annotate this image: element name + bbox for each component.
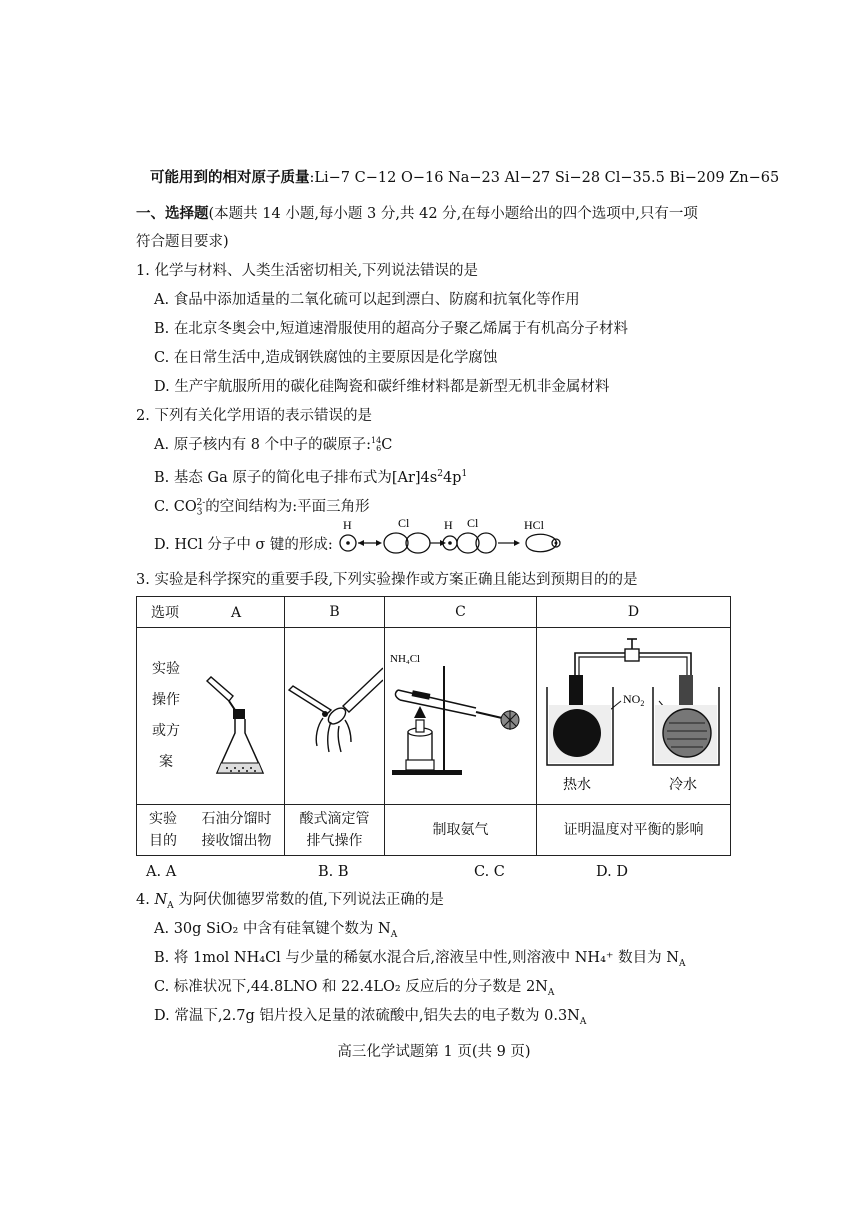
page-footer: 高三化学试题第 1 页(共 9 页) (337, 1044, 531, 1060)
q3-option-b: B. B (318, 864, 349, 880)
table-image-row (137, 628, 731, 805)
q1-option-b: B. 在北京冬奥会中,短道速滑服使用的超高分子聚乙烯属于有机高分子材料 (154, 321, 628, 337)
cell-d-image (537, 628, 731, 805)
nh4cl-label: NH₄Cl (389, 653, 420, 665)
burette-illustration (287, 656, 383, 776)
q3-option-d: D. D (596, 864, 628, 880)
ammonia-apparatus-illustration (386, 646, 536, 786)
table-header-row (137, 597, 731, 628)
sigma-bond-diagram (330, 516, 570, 560)
experiment-table (136, 596, 731, 856)
cell-b-goal: 酸式滴定管 排气操作 (285, 805, 385, 856)
header-cell-a: 选项 A (137, 597, 285, 628)
h-label: H (343, 518, 352, 532)
cl-label-2: Cl (467, 516, 479, 530)
q2-option-a: A. 原子核内有 8 个中子的碳原子: 14 6 C (154, 436, 393, 453)
section-desc-cont: 符合题目要求) (136, 234, 229, 250)
hcl-label: HCl (524, 518, 545, 532)
q1-option-d: D. 生产宇航服所用的碳化硅陶瓷和碳纤维材料都是新型无机非金属材料 (154, 379, 610, 395)
q3-stem: 3. 实验是科学探究的重要手段,下列实验操作或方案正确且能达到预期目的的是 (136, 572, 638, 588)
cell-c-image (385, 628, 537, 805)
table-goal-row (137, 805, 731, 856)
cold-water-label: 冷水 (668, 777, 697, 793)
atomic-mass-values: :Li−7 C−12 O−16 Na−23 Al−27 Si−28 Cl−35.5 Bi−209 Zn−65 (309, 170, 780, 186)
q4-option-b: B. 将 1mol NH₄Cl 与少量的稀氨水混合后,溶液呈中性,则溶液中 NH₄⁺ 数目为 $N_A$ (154, 950, 686, 969)
cell-a-image (137, 628, 285, 805)
cell-a-goal: 实验 目的 石油分馏时 接收馏出物 (137, 805, 285, 856)
q1-option-a: A. 食品中添加适量的二氧化硫可以起到漂白、防腐和抗氧化等作用 (154, 292, 580, 308)
section-desc: (本题共 14 小题,每小题 3 分,共 42 分,在每小题给出的四个选项中,只有一项 (208, 206, 698, 222)
no2-label: $NO_2$ (622, 692, 644, 708)
cell-c-goal: 制取氨气 (385, 805, 537, 856)
q3-option-c: C. C (474, 864, 505, 880)
row-label-operation: 实验 操作 或方 案 (152, 661, 180, 770)
header-cell-d: D (537, 597, 731, 628)
q4-option-a: A. 30g SiO₂ 中含有硅氧键个数为 $N_A$ (154, 921, 398, 940)
cell-d-goal: 证明温度对平衡的影响 (537, 805, 731, 856)
section-title: 一、选择题 (136, 205, 209, 222)
no2-equilibrium-illustration (541, 631, 727, 801)
atomic-mass-label: 可能用到的相对原子质量 (150, 169, 310, 186)
q2-option-d: D. HCl 分子中 σ 键的形成: (154, 537, 333, 553)
q3-option-a: A. A (146, 864, 177, 880)
q4-option-d: D. 常温下,2.7g 铝片投入足量的浓硫酸中,铝失去的电子数为 $0.3N_A$ (154, 1008, 587, 1027)
cell-b-image (285, 628, 385, 805)
q1-stem: 1. 化学与材料、人类生活密切相关,下列说法错误的是 (136, 263, 479, 279)
header-cell-b: B (285, 597, 385, 628)
nuclide-notation: 14 6 (371, 436, 382, 453)
hot-water-label: 热水 (562, 777, 591, 793)
section-heading (136, 204, 698, 224)
conical-flask-illustration (197, 641, 283, 791)
q2-option-c: C. $CO_3^{2-}$的空间结构为:平面三角形 (154, 498, 370, 518)
h-label-2: H (444, 518, 453, 532)
q2-option-b: B. 基态 Ga 原子的简化电子排布式为$[Ar]4s^24p^1$ (154, 469, 468, 486)
q4-stem: 4. $N_A$ 为阿伏伽德罗常数的值,下列说法正确的是 (136, 892, 444, 911)
atomic-mass-line (150, 168, 779, 188)
header-cell-c: C (385, 597, 537, 628)
q1-option-c: C. 在日常生活中,造成钢铁腐蚀的主要原因是化学腐蚀 (154, 350, 498, 366)
q4-option-c: C. 标准状况下,44.8LNO 和 22.4LO₂ 反应后的分子数是 $2N_A$ (154, 979, 555, 998)
q2-stem: 2. 下列有关化学用语的表示错误的是 (136, 408, 372, 424)
cl-label: Cl (398, 516, 410, 530)
